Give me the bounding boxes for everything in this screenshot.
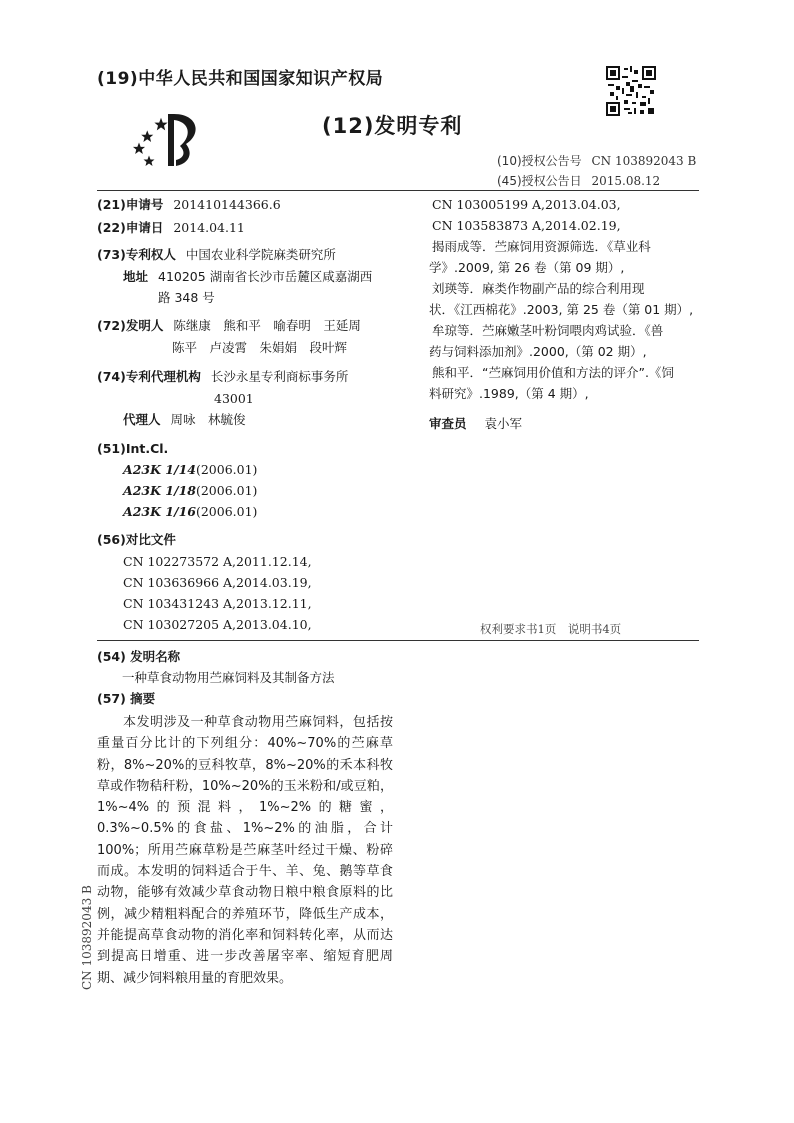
address-line1: 410205 湖南省长沙市岳麓区咸嘉湖西 <box>158 269 373 284</box>
pub-date: 2015.08.12 <box>591 174 661 188</box>
refs-label: (56)对比文件 <box>97 532 176 547</box>
inventors-row <box>97 315 407 337</box>
biblio-rule <box>97 640 699 641</box>
header-rule <box>97 190 699 191</box>
examiner-label: 审查员 <box>429 416 467 431</box>
ref-item: 学》.2009, 第 26 卷（第 09 期）, <box>429 260 625 275</box>
pub-no-label: (10)授权公告号 <box>497 154 582 168</box>
invention-title: 一种草食动物用苎麻饲料及其制备方法 <box>122 670 335 685</box>
app-no-row <box>97 194 407 217</box>
ipc-item: A23K 1/18(2006.01) <box>123 483 258 498</box>
agency-row <box>97 366 407 388</box>
agency-code: 43001 <box>214 391 254 406</box>
side-publication-code: CN 103892043 B <box>80 885 94 990</box>
ref-item: CN 102273572 A,2011.12.14, <box>123 554 312 569</box>
ref-item: CN 103027205 A,2013.04.10, <box>123 617 312 632</box>
pub-no: CN 103892043 B <box>591 154 697 168</box>
app-no-label: (21)申请号 <box>97 197 164 212</box>
agents: 周咏 林毓俊 <box>170 412 246 427</box>
ipc-label: (51)Int.Cl. <box>97 441 169 456</box>
ref-item: 料研究》.1989,（第 4 期）, <box>429 386 589 401</box>
agent-row <box>97 409 407 438</box>
abstract-text: 本发明涉及一种草食动物用苎麻饲料，包括按重量百分比计的下列组分：40%~70%的苎麻草粉，8%~20%的豆科牧草，8%~20%的禾本科牧草或作物秸秆粉，10%~20%的玉米粉和/或豆粕，1%~4%的预混料，1%~2%的糖蜜，0.3%~0.5%的食盐、1%~2%的油脂，合计100%；所用苎麻草粉是苎麻茎叶经过干燥、粉碎而成。本发明的饲料适合于牛、羊、兔、鹅等草食动物，能够有效减少草食动物日粮中粮食原料的比例，减少精粗料配合的养殖环节，降低生产成本，并能提高草食动物的消化率和饲料转化率，从而达到提高日增重、进一步改善屠宰率、缩短育肥周期、减少饲料粮用量的育肥效果。 <box>97 715 393 986</box>
examiner-row <box>429 413 702 434</box>
inventors-line1: 陈继康 熊和平 喻春明 王延周 <box>173 318 361 333</box>
page-counts: 权利要求书1页 说明书4页 <box>480 622 622 636</box>
cnipa-logo <box>128 104 208 174</box>
abstract-body <box>97 712 393 989</box>
biblio-left <box>97 194 407 635</box>
patentee-label: (73)专利权人 <box>97 247 176 262</box>
ipc-list <box>97 459 407 529</box>
ref-item: 药与饲料添加剂》.2000,（第 02 期）, <box>429 344 647 359</box>
abstract-label: (57) 摘要 <box>97 691 156 706</box>
publication-date-row <box>497 172 660 189</box>
ref-item: CN 103636966 A,2014.03.19, <box>123 575 312 590</box>
ipc-item: A23K 1/14(2006.01) <box>123 462 258 477</box>
app-no: 201410144366.6 <box>173 197 281 212</box>
ref-item: CN 103583873 A,2014.02.19, <box>432 218 621 233</box>
ref-item: 揭雨成等．苎麻饲用资源筛选．《草业科 <box>432 239 651 254</box>
address-label: 地址 <box>123 269 149 284</box>
filing-date-label: (22)申请日 <box>97 220 164 235</box>
ref-item: CN 103005199 A,2013.04.03, <box>432 197 621 212</box>
agency: 长沙永星专利商标事务所 <box>210 369 349 384</box>
inventors-label: (72)发明人 <box>97 318 164 333</box>
ref-item: 牟琼等．苎麻嫩茎叶粉饲喂肉鸡试验．《兽 <box>432 323 664 338</box>
refs-left <box>97 551 407 635</box>
address-line2: 路 348 号 <box>158 290 215 305</box>
ref-item: 状．《江西棉花》.2003, 第 25 卷（第 01 期）, <box>429 302 694 317</box>
inventors-line2: 陈平 卢凌霄 朱娟娟 段叶辉 <box>172 340 348 355</box>
patentee: 中国农业科学院麻类研究所 <box>185 247 336 262</box>
agent-label: 代理人 <box>123 412 161 427</box>
address-row <box>97 266 407 287</box>
filing-date-row <box>97 217 407 244</box>
ipc-item: A23K 1/16(2006.01) <box>123 504 258 519</box>
ref-item: 熊和平．“苎麻饲用价值和方法的评介”.《饲 <box>432 365 674 380</box>
patentee-row <box>97 244 407 266</box>
publication-number-row <box>497 152 696 169</box>
issuing-office: (19)中华人民共和国国家知识产权局 <box>97 69 384 89</box>
examiner: 袁小军 <box>484 416 523 431</box>
ref-item: CN 103431243 A,2013.12.11, <box>123 596 312 611</box>
document-type: (12)发明专利 <box>322 114 463 138</box>
qr-code <box>606 66 656 116</box>
biblio-right <box>429 194 702 434</box>
pub-date-label: (45)授权公告日 <box>497 174 582 188</box>
ref-item: 刘瑛等．麻类作物副产品的综合利用现 <box>432 281 645 296</box>
agency-label: (74)专利代理机构 <box>97 369 201 384</box>
title-label: (54) 发明名称 <box>97 649 181 664</box>
filing-date: 2014.04.11 <box>173 220 245 235</box>
